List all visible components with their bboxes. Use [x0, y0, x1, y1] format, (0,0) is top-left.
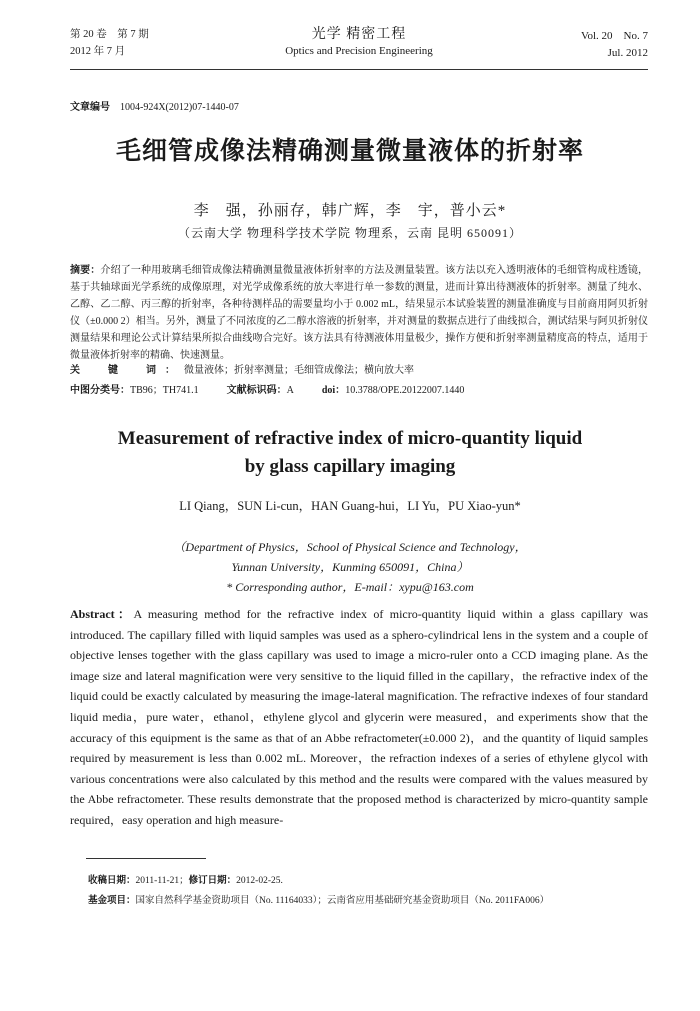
funding-text: 国家自然科学基金资助项目（No. 11164033）；云南省应用基础研究基金资助项目（No. 2011FA006） — [135, 896, 550, 906]
chinese-keywords-label: 关 键 词： — [70, 365, 184, 376]
funding — [88, 891, 648, 911]
volume-issue-en: Vol. 20 No. 7 — [580, 30, 648, 42]
article-number — [70, 98, 239, 113]
received-dates — [88, 871, 648, 891]
english-affiliation-line-2: Yunnan University，Kunming 650091，China） — [231, 560, 469, 574]
received-date: 2011-11-21； — [135, 876, 189, 886]
article-number-label: 文章编号 — [70, 102, 110, 113]
chinese-title: 毛细管成像法精确测量微量液体的折射率 — [115, 136, 584, 165]
english-title-line-1: Measurement of refractive index of micro-quantity liquid — [117, 428, 583, 449]
english-authors: LI Qiang，SUN Li-cun，HAN Guang-hui，LI Yu，PU Xiao-yun* — [179, 499, 521, 513]
article-number-value: 1004-924X(2012)07-1440-07 — [120, 102, 239, 113]
clc-label: 中图分类号： — [70, 385, 130, 396]
journal-name-cn: 光学 精密工程 — [311, 27, 407, 42]
english-affiliation — [0, 537, 700, 597]
date-en: Jul. 2012 — [607, 47, 648, 59]
received-label: 收稿日期： — [88, 875, 136, 886]
footnote — [88, 871, 648, 911]
english-title — [0, 425, 700, 481]
date-cn: 2012 年 7 月 — [70, 46, 126, 57]
english-title-line-2: by glass capillary imaging — [244, 456, 456, 477]
footnote-rule — [86, 858, 206, 859]
chinese-affiliation: （云南大学 物理科学技术学院 物理系，云南 昆明 650091） — [177, 226, 522, 240]
chinese-keywords — [70, 362, 648, 379]
doi-label: doi： — [321, 385, 346, 396]
doc-code-label: 文献标识码： — [226, 385, 287, 396]
english-abstract-label: Abstract： — [70, 607, 134, 621]
classification-line — [70, 382, 648, 399]
running-header — [70, 26, 648, 72]
doi-value: 10.3788/OPE.20122007.1440 — [345, 385, 465, 396]
header-rule — [70, 69, 648, 70]
journal-name-en: Optics and Precision Engineering — [285, 45, 433, 57]
chinese-abstract-label: 摘要： — [70, 265, 101, 276]
header-right — [581, 28, 648, 62]
doc-code-value: A — [286, 385, 294, 396]
english-abstract — [70, 604, 648, 831]
chinese-abstract — [70, 262, 648, 364]
english-affiliation-line-1: （Department of Physics，School of Physical Science and Technology， — [173, 540, 527, 554]
chinese-abstract-text: 介绍了一种用玻璃毛细管成像法精确测量微量液体折射率的方法及测量装置。该方法以充入透明液体的毛细管构成柱透镜，基于共轴球面光学系统的成像原理，对光学成像系统的放大率进行单一参数的测量，进而计算出待测液体的折射率。测量了纯水、乙醇、乙二醇、丙三醇的折射率，各种待测样品的需要量均小于 0.002 mL，结果显示本试验装置的测量准确度与目前商用阿贝折射仪（±0.000 2）相当。另外，测量了不同浓度的乙二醇水溶液的折射率，并对测量的数据点进行了曲线拟合，测试结果与阿贝折射仪测量结果和理论公式计算结果所拟合曲线吻合完好。该方法具有待测液体用量极少，操作方便和折射率测量精度高的特点，适用于微量液体折射率的精确、快速测量。 — [70, 265, 649, 361]
revised-label: 修订日期： — [188, 875, 237, 886]
clc-value: TB96；TH741.1 — [130, 385, 199, 396]
funding-label: 基金项目： — [88, 895, 136, 906]
journal-name — [70, 26, 648, 59]
english-abstract-text: A measuring method for the refractive index of micro-quantity liquid within a glass capillary was introduced. The capillary filled with liquid samples was used as a sphero-cylindrical lens in the system and a couple of objective lenses together with the glass capillary was used to image a micro-ruler onto a CCD imaging plane. As the image size and lateral magnification were very sensitive to the liquid filled in the capillary，the refractive index of the liquid could be exactly calculated by measuring the image-lateral magnification. The refractive indexes of four standard liquid media，pure water，ethanol，ethylene glycol and glycerin were measured，and experiments show that the accuracy of this equipment is the same as that of an Abbe refractometer(±0.000 2)，and the quantity of liquid samples required by measurement is less than 0.002 mL. Moreover，the refraction indexes of a series of ethylene glycol with various concentrations were also calculated by this method and the results were compared with the values measured by the Abbe refractometer. These results demonstrate that the proposed method is characterized by micro-quantity sample required，easy operation and high measure- — [70, 607, 649, 827]
corresponding-author: * Corresponding author，E-mail：xypu@163.com — [226, 580, 474, 594]
chinese-authors: 李 强，孙丽存，韩广辉，李 宇，普小云* — [193, 203, 507, 219]
chinese-keywords-text: 微量液体；折射率测量；毛细管成像法；横向放大率 — [184, 365, 414, 376]
revised-date: 2012-02-25. — [236, 876, 283, 886]
volume-issue-cn: 第 20 卷 第 7 期 — [70, 29, 149, 40]
